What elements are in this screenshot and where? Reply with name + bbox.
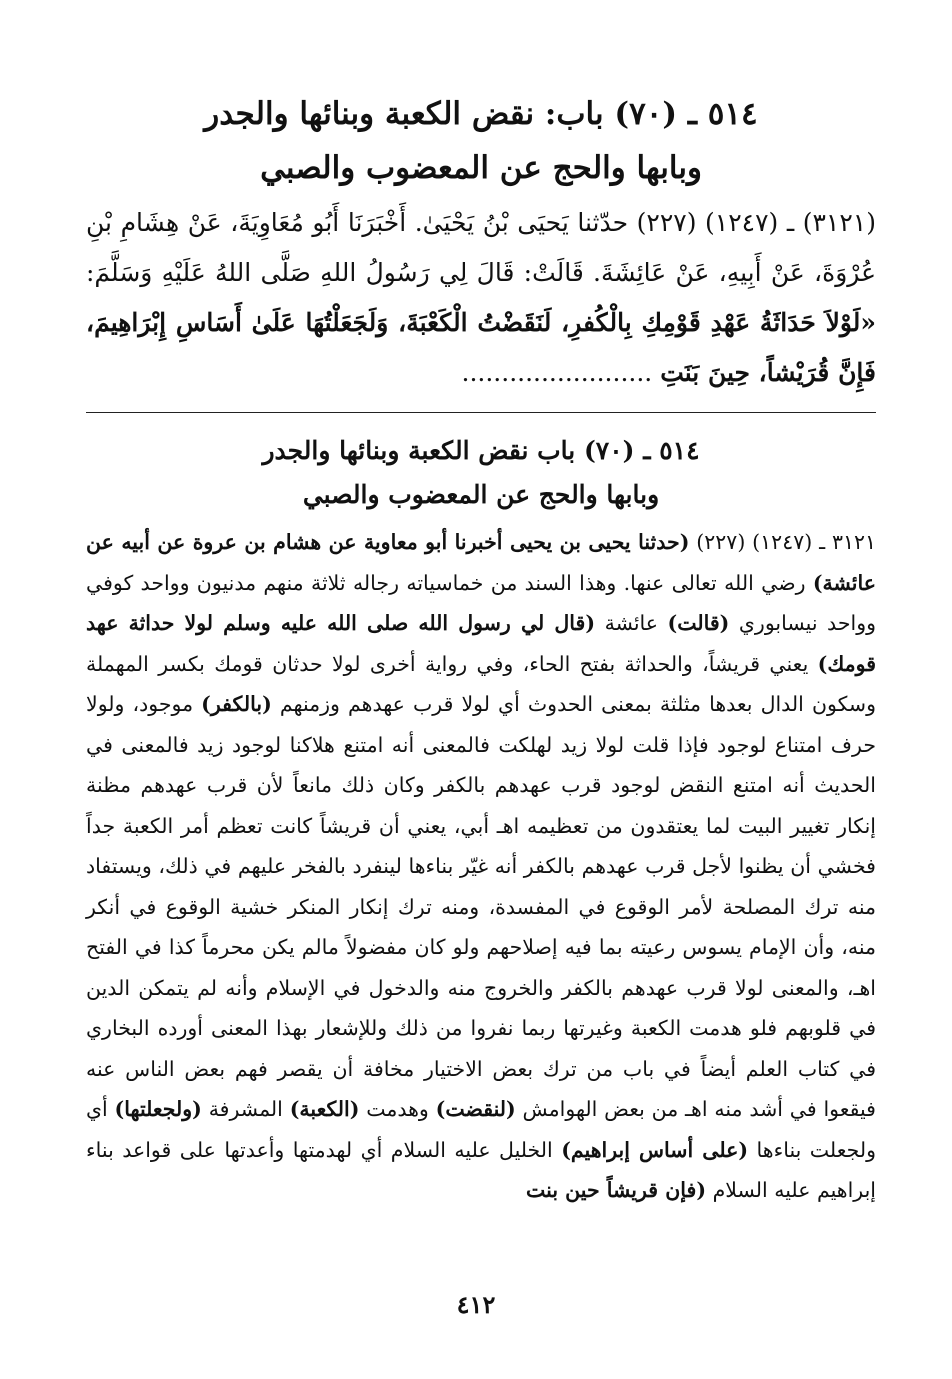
chapter-title-line2: وبابها والحج عن المعضوب والصبي	[260, 150, 702, 186]
chapter-title-line1: ٥١٤ ـ (٧٠) باب: نقض الكعبة وبنائها والجدر	[204, 96, 758, 132]
commentary-numbers: ٣١٢١ ـ (١٢٤٧) (٢٢٧)	[689, 530, 876, 554]
commentary-quote: (حدثنا يحيى بن يحيى أخبرنا أبو معاوية عن هشام بن عروة عن أبيه عن عائشة)	[86, 530, 876, 595]
hadith-text	[86, 198, 876, 398]
hadith-continuation-dots: ........................	[461, 358, 661, 387]
commentary-quote: (الكعبة)	[289, 1097, 360, 1121]
commentary-quote: (قالت)	[667, 611, 730, 635]
commentary-quote: (ولجعلتها)	[114, 1097, 202, 1121]
commentary-plain: أي ولجعلت بناءها	[86, 1097, 876, 1162]
section-divider	[86, 412, 876, 413]
commentary-chapter-title-line1: ٥١٤ ـ (٧٠) باب نقض الكعبة وبنائها والجدر	[262, 436, 700, 465]
commentary-quote: (فإن قريشاً حين بنت	[526, 1178, 707, 1202]
commentary-plain: يعني قريشاً، والحداثة بفتح الحاء، وفي رواية أخرى لولا حدثان قومك بكسر المهملة وسكون الدال بعدها مثلثة بمعنى الحدوث أي لولا قرب عهدهم وزمنهم	[86, 651, 876, 716]
commentary-quote: (على أساس إبراهيم)	[561, 1137, 749, 1162]
commentary-plain: موجود، ولولا حرف امتناع لوجود فإذا قلت لولا زيد لهلكت فالمعنى أنه امتنع هلاكنا لوجود زيد فالمعنى في الحديث أنه امتنع النقض لوجود قرب عهدهم بالكفر وكان ذلك مانعاً لأن قرب عهدهم مظنة إنكار تغيير البيت لما يعتقدون من تعظيمه اهـ أبي، يعني أن قريشاً كانت تعظم أمر الكعبة جداً فخشي أن يظنوا لأجل قرب عهدهم بالكفر أنه غيّر بناءها لينفرد بالفخر عليهم في ذلك، ويستفاد منه ترك المصلحة لأمر الوقوع في المفسدة، ومنه ترك إنكار المنكر خشية الوقوع في أنكر منه، وأن الإمام يسوس رعيته بما فيه إصلاحهم ولو كان مفضولاً مالم يكن محرماً كذا في الفتح اهـ، والمعنى لولا قرب عهدهم بالكفر والخروج منه والدخول في الإسلام وأنه لم يتمكن الدين في قلوبهم فلو هدمت الكعبة وغيرتها ربما نفروا من ذلك وللإشعار بهذا المعنى أورده البخاري في كتاب العلم أيضاً في باب من ترك بعض الاختيار مخافة أن يقصر فهم بعض الناس عنه فيقعوا في أشد منه اهـ من بعض الهوامش	[86, 692, 876, 1121]
commentary-quote: (لنقضت)	[435, 1097, 516, 1121]
commentary-plain: عائشة	[595, 611, 668, 635]
hadith-isnad: (٣١٢١) ـ (١٢٤٧) (٢٢٧) حدّثنا يَحيَى بْنُ يَحْيَىٰ. أَخْبَرَنَا أَبُو مُعَاوِيَةَ، عَنْ هِشَامِ بْنِ عُرْوَةَ، عَنْ أَبِيهِ، عَنْ عَائِشَةَ. قَالَتْ: قَالَ لِي رَسُولُ اللهِ صَلَّى اللهُ عَلَيْهِ وَسَلَّمَ:	[86, 208, 876, 287]
hadith-matn: «لَوْلاَ حَدَاثَةُ عَهْدِ قَوْمِكِ بِالْكُفرِ، لَنَقَضْتُ الْكَعْبَةَ، وَلَجَعَلْتُهَا عَلَىٰ أَسَاسِ إِبْرَاهِيمَ، فَإِنَّ قُرَيْشاً، حِينَ بَنَتِ	[86, 308, 876, 387]
commentary-plain: الخليل عليه السلام أي لهدمتها وأعدتها على قواعد بناء إبراهيم عليه السلام	[86, 1137, 876, 1202]
commentary-chapter-title-line2: وبابها والحج عن المعضوب والصبي	[302, 480, 660, 509]
commentary-plain: وهدمت	[359, 1097, 436, 1121]
page-number: ٤١٢	[456, 1290, 496, 1319]
commentary-quote: (قال لي رسول الله صلى الله عليه وسلم لولا حداثة عهد قومك)	[86, 611, 876, 676]
commentary-quote: (بالكفر)	[201, 692, 272, 716]
commentary-text	[86, 522, 876, 1211]
commentary-plain: رضي الله تعالى عنها. وهذا السند من خماسياته رجاله ثلاثة منهم مدنيون وواحد كوفي وواحد نيسابوري	[86, 570, 876, 635]
commentary-plain: المشرفة	[201, 1097, 290, 1121]
